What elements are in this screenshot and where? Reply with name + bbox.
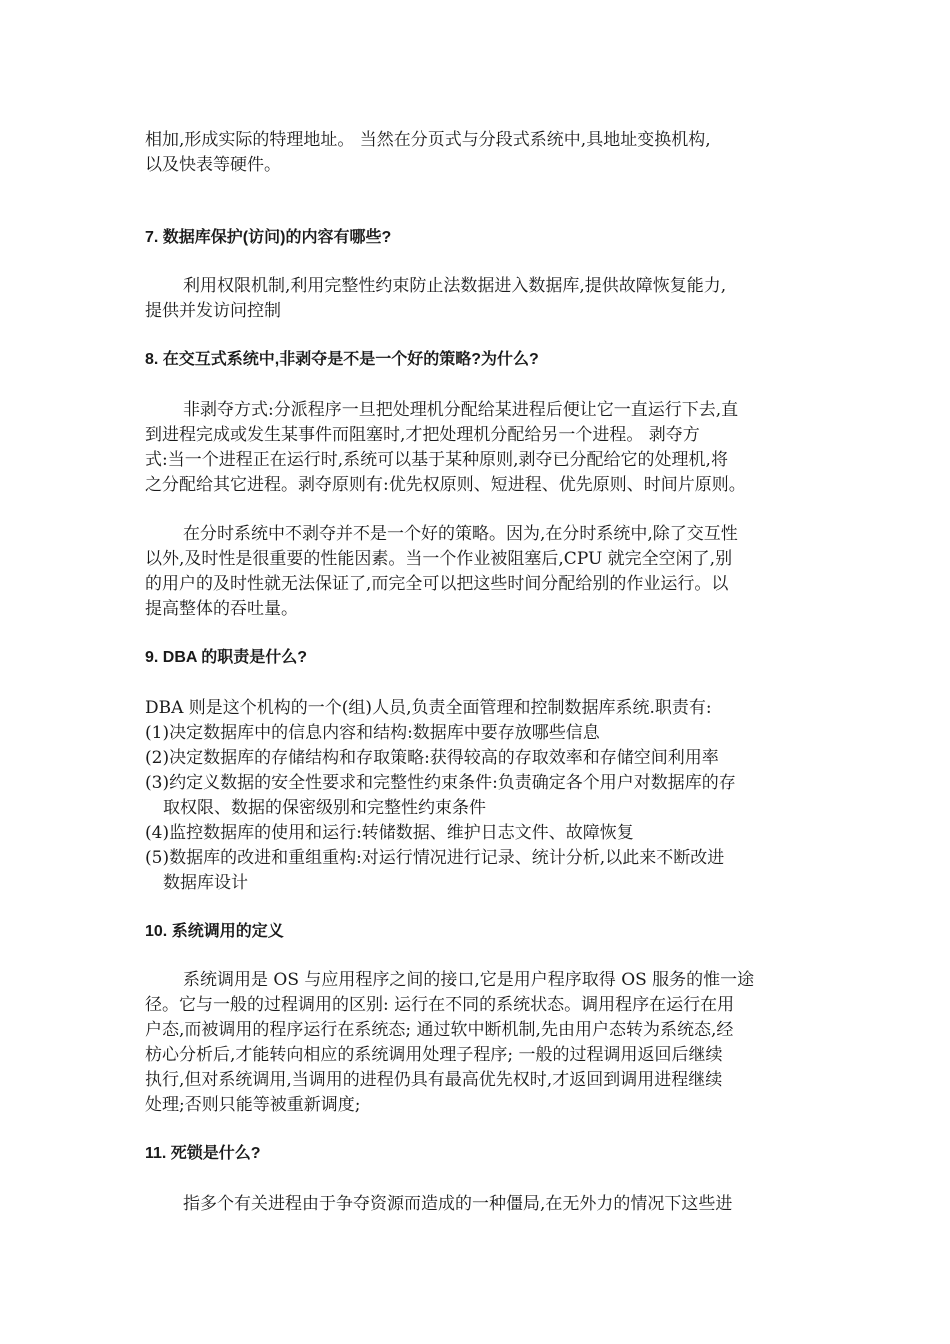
- q10-line-5: 执行,但对系统调用,当调用的进程仍具有最高优先权时,才返回到调用进程继续: [145, 1070, 723, 1090]
- q8-p2-line-3: 的用户的及时性就无法保证了,而完全可以把这些时间分配给别的作业运行。以: [145, 574, 729, 594]
- q9-list-item-5: (5)数据库的改进和重组重构:对运行情况进行记录、统计分析,以此来不断改进: [145, 848, 725, 868]
- q9-list-item-3-cont: 取权限、数据的保密级别和完整性约束条件: [163, 798, 486, 818]
- intro-line-2: 以及快表等硬件。: [145, 155, 281, 175]
- q9-list-item-1: (1)决定数据库中的信息内容和结构:数据库中要存放哪些信息: [145, 723, 600, 743]
- q8-heading: 8. 在交互式系统中,非剥夺是不是一个好的策略?为什么?: [145, 351, 539, 368]
- q9-list-item-3: (3)约定义数据的安全性要求和完整性约束条件:负责确定各个用户对数据库的存: [145, 773, 736, 793]
- q11-line-1: 指多个有关进程由于争夺资源而造成的一种僵局,在无外力的情况下这些进: [183, 1194, 733, 1214]
- q9-list-item-5-cont: 数据库设计: [163, 873, 248, 893]
- q8-p2-line-2: 以外,及时性是很重要的性能因素。当一个作业被阻塞后,CPU 就完全空闲了,别: [145, 549, 733, 569]
- intro-line-1: 相加,形成实际的特理地址。 当然在分页式与分段式系统中,具地址变换机构,: [145, 130, 711, 150]
- q8-p1-line-3: 式:当一个进程正在运行时,系统可以基于某种原则,剥夺已分配给它的处理机,将: [145, 450, 728, 470]
- q7-heading: 7. 数据库保护(访问)的内容有哪些?: [145, 229, 392, 246]
- q7-line-2: 提供并发访问控制: [145, 301, 281, 321]
- q8-p2-line-1: 在分时系统中不剥夺并不是一个好的策略。因为,在分时系统中,除了交互性: [183, 524, 738, 544]
- q9-line-1: DBA 则是这个机构的一个(组)人员,负责全面管理和控制数据库系统.职责有:: [145, 698, 712, 718]
- q10-line-2: 径。它与一般的过程调用的区别: 运行在不同的系统状态。调用程序在运行在用: [145, 995, 735, 1015]
- q11-heading: 11. 死锁是什么?: [145, 1145, 261, 1162]
- q10-line-3: 户态,而被调用的程序运行在系统态; 通过软中断机制,先由用户态转为系统态,经: [145, 1020, 734, 1040]
- q8-p1-line-2: 到进程完成或发生某事件而阻塞时,才把处理机分配给另一个进程。 剥夺方: [145, 425, 700, 445]
- q9-heading: 9. DBA 的职责是什么?: [145, 649, 308, 666]
- q7-line-1: 利用权限机制,利用完整性约束防止法数据进入数据库,提供故障恢复能力,: [183, 276, 727, 296]
- q10-line-6: 处理;否则只能等被重新调度;: [145, 1095, 361, 1115]
- q9-list-item-4: (4)监控数据库的使用和运行:转储数据、维护日志文件、故障恢复: [145, 823, 634, 843]
- q10-line-1: 系统调用是 OS 与应用程序之间的接口,它是用户程序取得 OS 服务的惟一途: [183, 970, 755, 990]
- q8-p1-line-1: 非剥夺方式:分派程序一旦把处理机分配给某进程后便让它一直运行下去,直: [183, 400, 739, 420]
- q10-heading: 10. 系统调用的定义: [145, 923, 284, 940]
- q10-line-4: 枋心分析后,才能转向相应的系统调用处理子程序; 一般的过程调用返回后继续: [145, 1045, 723, 1065]
- q8-p2-line-4: 提高整体的吞吐量。: [145, 599, 298, 619]
- q8-p1-line-4: 之分配给其它进程。剥夺原则有:优先权原则、短进程、优先原则、时间片原则。: [145, 475, 746, 495]
- q9-list-item-2: (2)决定数据库的存储结构和存取策略:获得较高的存取效率和存储空间利用率: [145, 748, 719, 768]
